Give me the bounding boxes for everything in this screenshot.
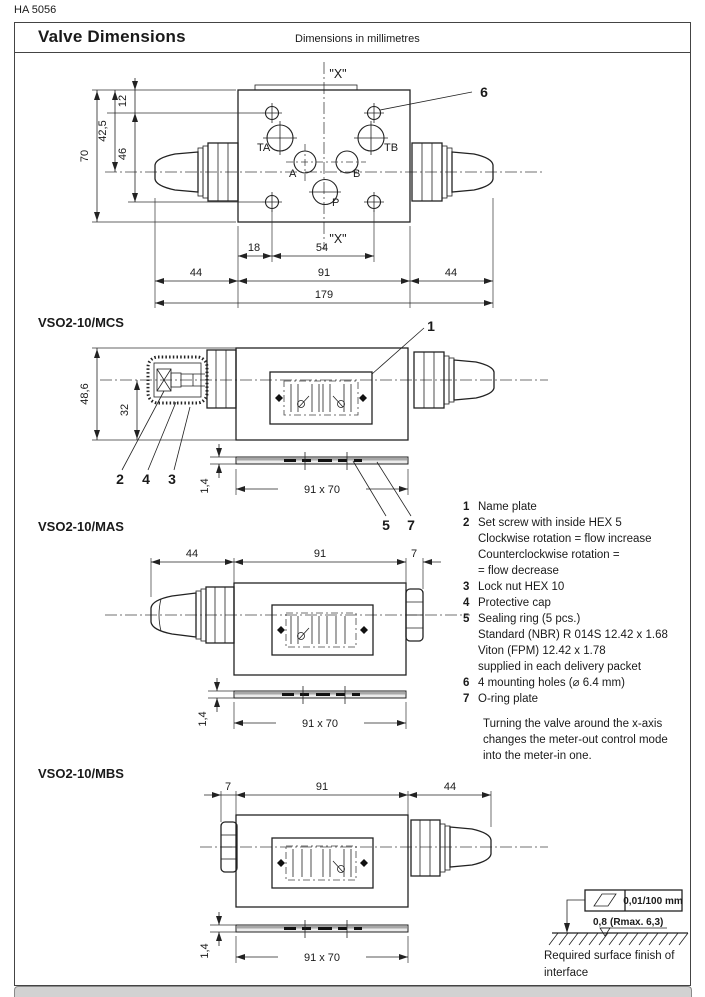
callout-1-leader: [372, 328, 424, 374]
mas-dim-1-4: 1,4: [197, 711, 209, 727]
dim-54: 54: [315, 242, 329, 254]
parts-list-item: 3 Lock nut HEX 10: [463, 581, 565, 593]
callout-5: 5: [382, 517, 390, 533]
surface-finish-caption: Required surface finish of interface: [544, 950, 675, 979]
roughness-max: (Rmax. 6,3): [610, 917, 664, 928]
port-label-p: P: [332, 197, 340, 209]
mcs-dim-1-4: 1,4: [199, 478, 211, 494]
mbs-name-plate: [272, 838, 373, 888]
rotation-note: Turning the valve around the x-axis changes the meter-out control mode into the meter-in one.: [483, 718, 668, 762]
roughness-value: 0,8: [593, 917, 607, 928]
dim-44-left: 44: [189, 267, 203, 279]
parts-list-item: supplied in each delivery packet: [478, 661, 642, 673]
mas-dim-44: 44: [185, 548, 199, 560]
dim-70: 70: [79, 149, 91, 163]
mbs-dim-1-4: 1,4: [199, 943, 211, 959]
x-axis-label-top: "X": [329, 67, 347, 81]
mbs-dim-44: 44: [443, 781, 457, 793]
surface-finish-symbol: [549, 890, 688, 945]
mbs-dim-7: 7: [224, 781, 232, 793]
mas-heading: VSO2-10/MAS: [38, 519, 124, 534]
dim-46: 46: [117, 147, 129, 161]
parts-list-item: 7 O-ring plate: [463, 693, 539, 705]
mbs-heading: VSO2-10/MBS: [38, 766, 124, 781]
hatching: [549, 933, 688, 945]
port-label-b: B: [353, 168, 361, 180]
mbs-drawing: [199, 781, 548, 964]
top-view-drawing: [79, 62, 545, 308]
port-label-ta: TA: [257, 142, 271, 154]
mas-drawing: [105, 548, 470, 730]
callout-6-leader: [380, 92, 472, 110]
parts-list-item: 1 Name plate: [463, 501, 537, 513]
parts-list-item: 4 Protective cap: [463, 597, 551, 609]
mcs-heading: VSO2-10/MCS: [38, 315, 124, 330]
port-label-tb: TB: [384, 142, 399, 154]
callout-7: 7: [407, 517, 415, 533]
parts-list-item: Clockwise rotation = flow increase: [478, 533, 652, 545]
mbs-dim-91: 91: [315, 781, 329, 793]
port-label-a: A: [289, 168, 297, 180]
page-subtitle: Dimensions in millimetres: [295, 33, 420, 45]
callout-3: 3: [168, 471, 176, 487]
dim-42-5: 42,5: [97, 120, 109, 142]
callout-6: 6: [480, 84, 488, 100]
name-plate-edge: [255, 85, 357, 90]
mbs-dim-plate: 91 x 70: [303, 952, 341, 964]
x-axis-label-bottom: "X": [329, 232, 347, 246]
mcs-dim-32: 32: [119, 403, 131, 417]
parts-list-item: 5 Sealing ring (5 pcs.): [463, 613, 581, 625]
mcs-dim-plate: 91 x 70: [303, 484, 341, 496]
mas-dim-91: 91: [313, 548, 327, 560]
mas-dim-plate: 91 x 70: [301, 718, 339, 730]
parts-list-item: = flow decrease: [478, 565, 559, 577]
flatness-icon: [594, 894, 616, 906]
dim-12: 12: [117, 94, 129, 108]
dim-44-right: 44: [444, 267, 458, 279]
mbs-valve-body: [236, 815, 408, 907]
parts-list-item: Counterclockwise rotation =: [478, 549, 620, 561]
dim-18: 18: [247, 242, 261, 254]
next-section-strip: [14, 986, 692, 997]
parts-list-item: 6 4 mounting holes (⌀ 6.4 mm): [463, 677, 625, 689]
parts-list-item: 2 Set screw with inside HEX 5: [463, 517, 622, 529]
page-title: Valve Dimensions: [38, 27, 186, 46]
doc-code: HA 5056: [14, 4, 57, 16]
flatness-value: 0,01/100 mm: [623, 896, 683, 907]
lock-nut: [207, 350, 236, 408]
mas-dim-7: 7: [410, 548, 418, 560]
parts-list: [463, 499, 695, 707]
callout-4: 4: [142, 471, 150, 487]
dim-179: 179: [314, 289, 334, 301]
mas-name-plate: [272, 605, 373, 655]
callout-2: 2: [116, 471, 124, 487]
callout-1: 1: [427, 318, 435, 334]
roughness-icon: [600, 928, 610, 936]
dim-91: 91: [317, 267, 331, 279]
parts-list-item: Viton (FPM) 12.42 x 1.78: [478, 645, 606, 657]
mas-valve-body: [234, 583, 406, 675]
mcs-dim-48-6: 48,6: [79, 383, 91, 405]
parts-list-item: Standard (NBR) R 014S 12.42 x 1.68: [478, 629, 668, 641]
mcs-valve-body: [236, 348, 408, 440]
